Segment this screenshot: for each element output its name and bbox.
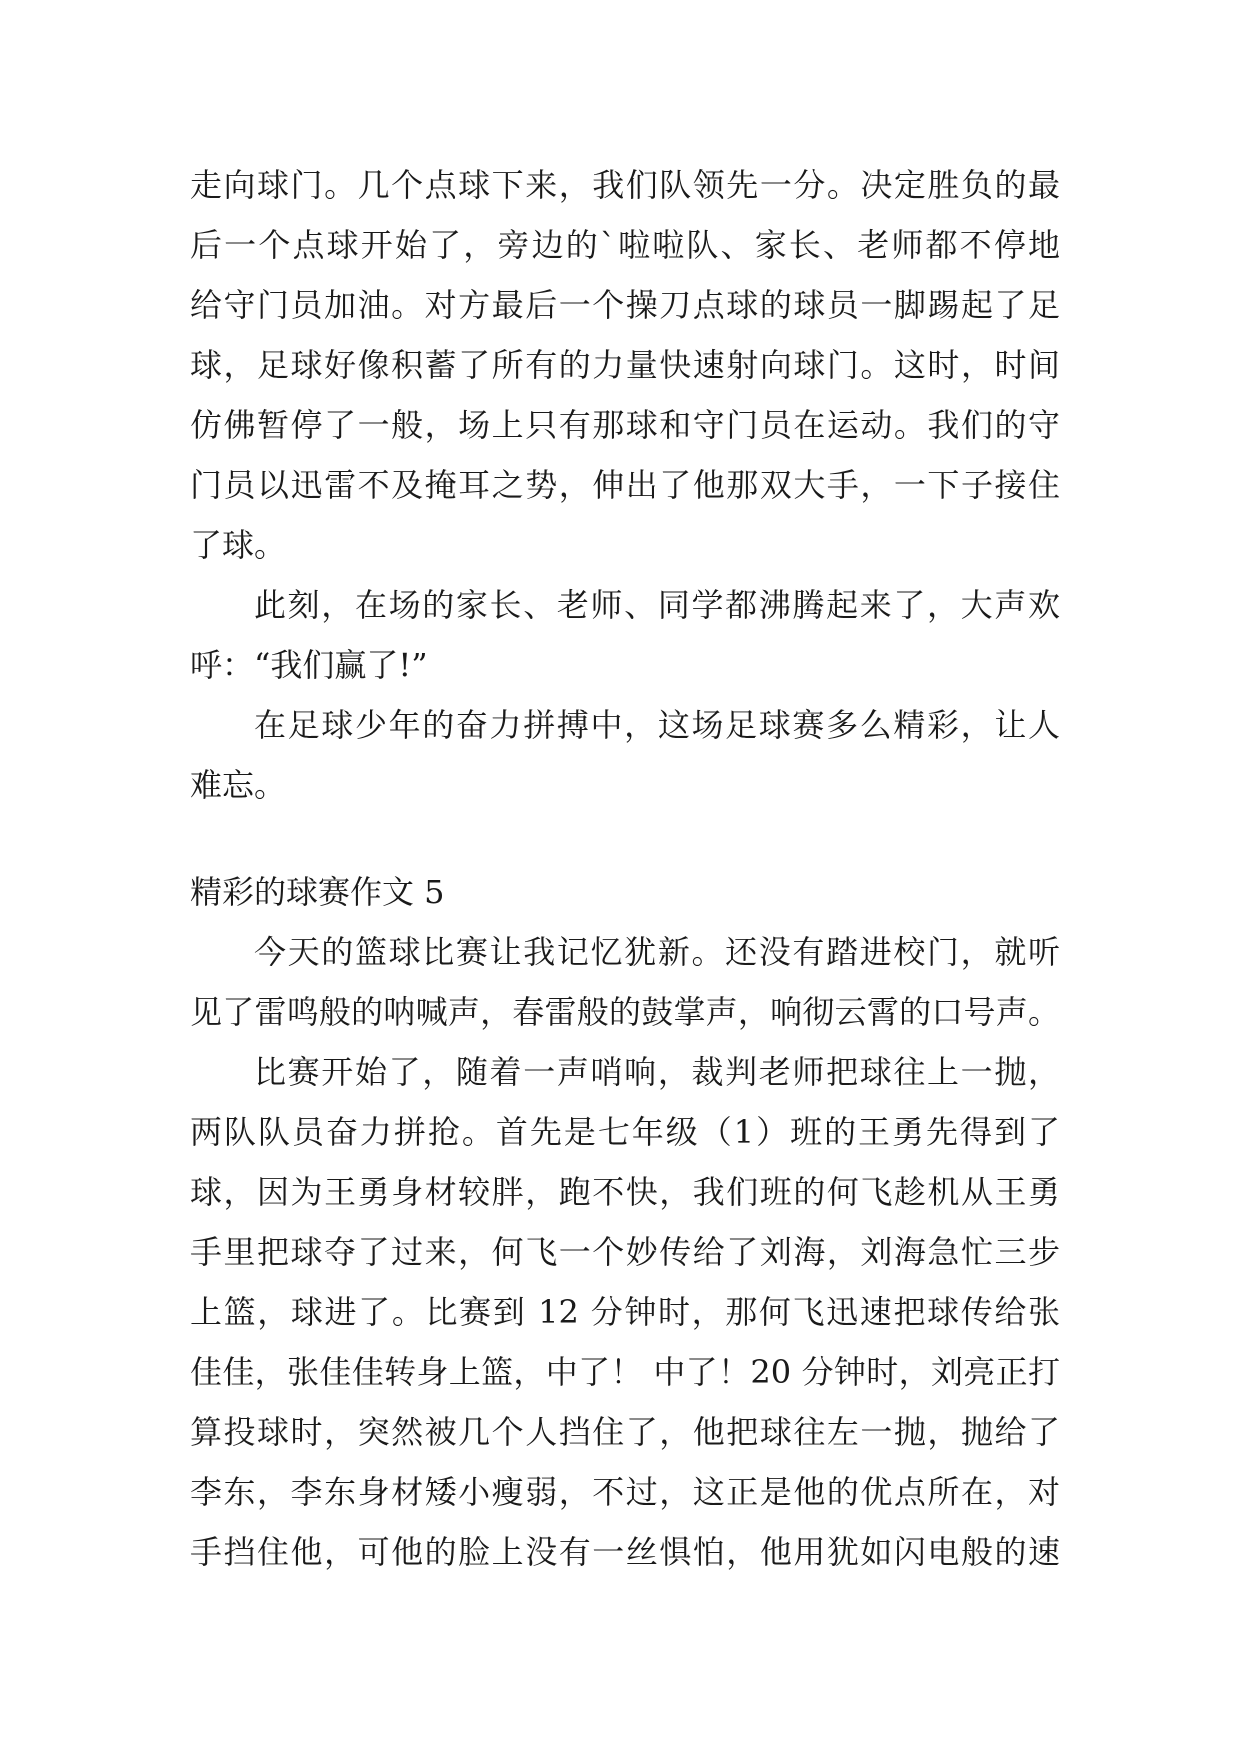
text-line: 球，因为王勇身材较胖，跑不快，我们班的何飞趁机从王勇	[190, 1173, 1060, 1211]
text-line: 手挡住他，可他的脸上没有一丝惧怕，他用犹如闪电般的速	[190, 1533, 1060, 1571]
text-line: 了球。	[190, 526, 287, 564]
text-line: 难忘。	[190, 766, 287, 804]
text-line: 呼：“我们赢了!”	[190, 646, 428, 684]
text-line: 李东，李东身材矮小瘦弱，不过，这正是他的优点所在，对	[190, 1473, 1060, 1511]
text-line: 仿佛暂停了一般，场上只有那球和守门员在运动。我们的守	[190, 406, 1060, 444]
text-line: 门员以迅雷不及掩耳之势，伸出了他那双大手，一下子接住	[190, 466, 1060, 504]
text-line: 见了雷鸣般的呐喊声，春雷般的鼓掌声，响彻云霄的口号声。	[190, 993, 1060, 1031]
text-line: 佳佳，张佳佳转身上篮，中了！ 中了！20 分钟时，刘亮正打	[190, 1353, 1060, 1391]
text-line: 手里把球夺了过来，何飞一个妙传给了刘海，刘海急忙三步	[190, 1233, 1060, 1271]
text-line: 走向球门。几个点球下来，我们队领先一分。决定胜负的最	[190, 166, 1060, 204]
paragraph-first-line: 在足球少年的奋力拼搏中，这场足球赛多么精彩，让人	[254, 706, 1060, 744]
section-heading: 精彩的球赛作文 5	[190, 873, 445, 911]
paragraph-first-line: 此刻，在场的家长、老师、同学都沸腾起来了，大声欢	[254, 586, 1060, 624]
paragraph-first-line: 比赛开始了，随着一声哨响，裁判老师把球往上一抛，	[254, 1053, 1060, 1091]
text-line: 算投球时，突然被几个人挡住了，他把球往左一抛，抛给了	[190, 1413, 1060, 1451]
text-line: 后一个点球开始了，旁边的`啦啦队、家长、老师都不停地	[190, 226, 1060, 264]
text-line: 两队队员奋力拼抢。首先是七年级（1）班的王勇先得到了	[190, 1113, 1060, 1151]
text-line: 上篮，球进了。比赛到 12 分钟时，那何飞迅速把球传给张	[190, 1293, 1060, 1331]
text-line: 球，足球好像积蓄了所有的力量快速射向球门。这时，时间	[190, 346, 1060, 384]
text-line: 给守门员加油。对方最后一个操刀点球的球员一脚踢起了足	[190, 286, 1060, 324]
paragraph-first-line: 今天的篮球比赛让我记忆犹新。还没有踏进校门，就听	[254, 933, 1060, 971]
